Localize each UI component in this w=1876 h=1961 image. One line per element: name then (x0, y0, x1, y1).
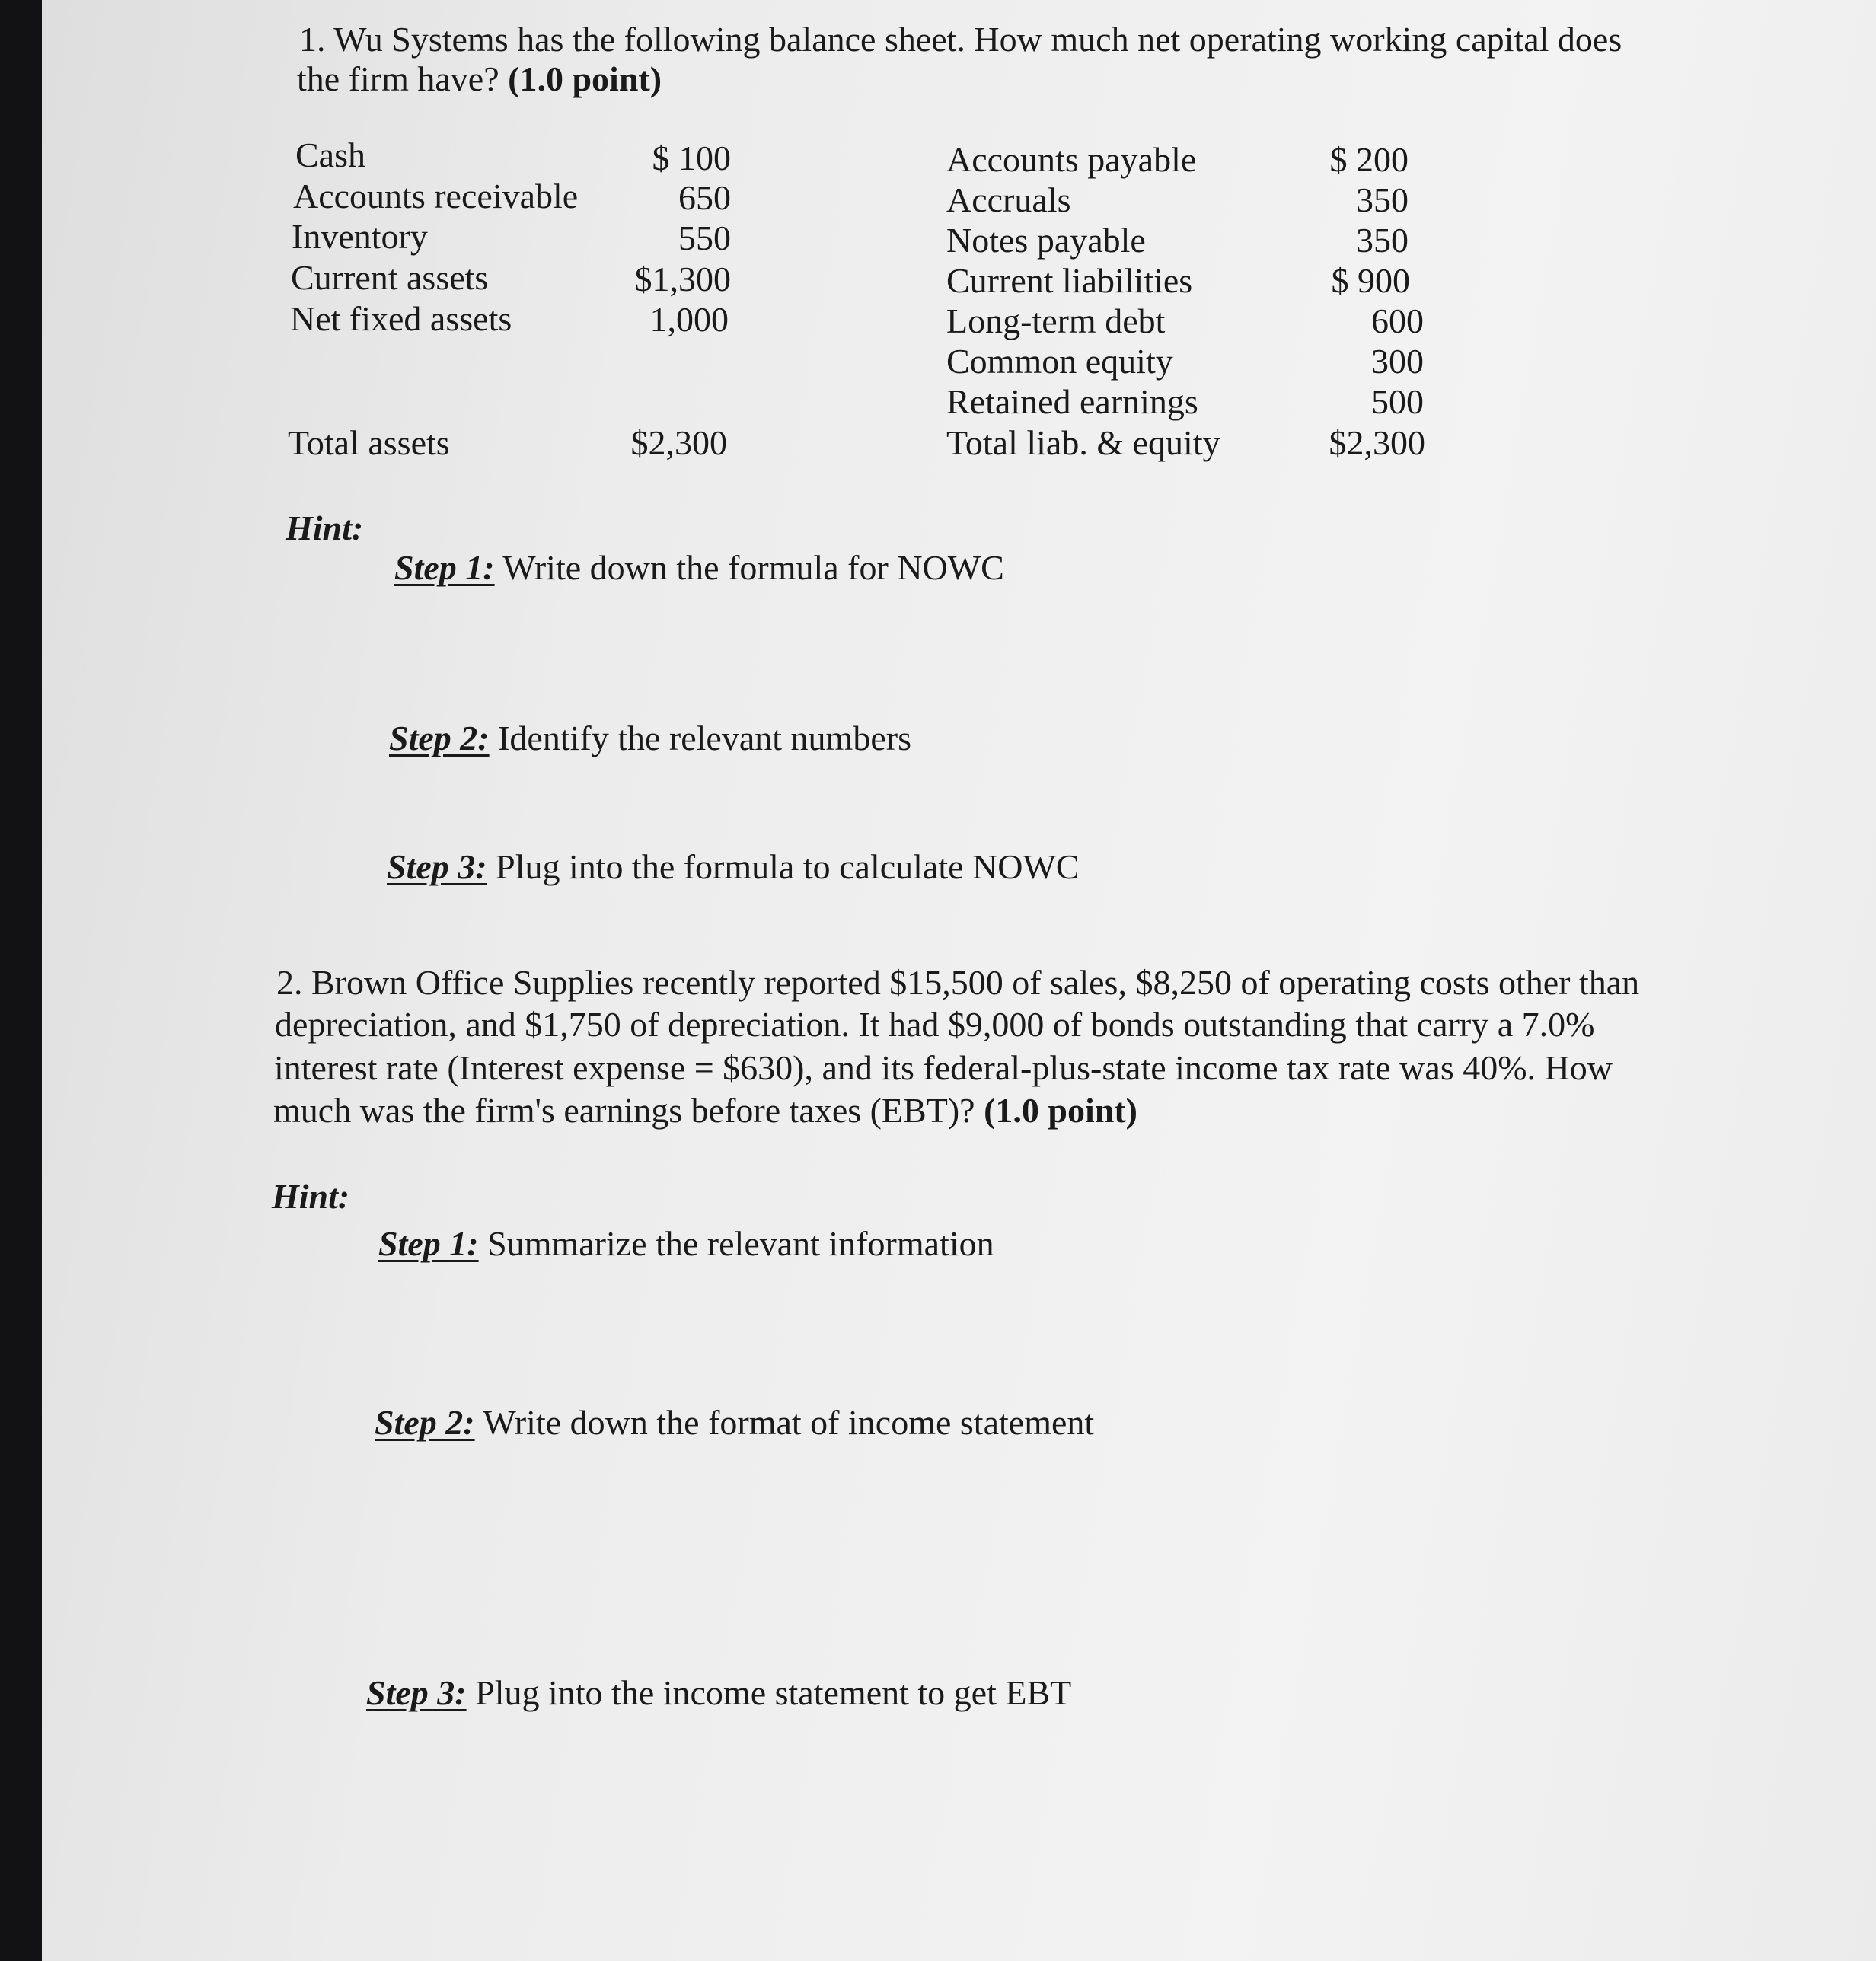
total-assets-label: Total assets (288, 423, 450, 462)
asset-value-current-assets: $1,300 (634, 260, 731, 298)
q1-step-3 (387, 847, 1080, 887)
q2-step-3 (366, 1673, 1071, 1713)
liab-value-total-liab-equity: $2,300 (1329, 423, 1425, 462)
asset-value-cash: $ 100 (652, 139, 731, 177)
q2-step-3-text: Plug into the income statement to get EBT (475, 1673, 1072, 1712)
q2-prompt-line-4 (273, 1091, 1137, 1130)
q1-step-2 (389, 719, 911, 758)
q1-step-2-text: Identify the relevant numbers (498, 719, 911, 757)
liab-value-common-equity: 300 (1371, 342, 1424, 381)
q2-prompt-line-1: 2. Brown Office Supplies recently reported $15,500 of sales, $8,250 of operating costs other than (276, 963, 1640, 1002)
asset-label-cash: Cash (295, 136, 365, 174)
q2-points: (1.0 point) (984, 1091, 1137, 1130)
q2-step-2-text: Write down the format of income statement (483, 1403, 1095, 1442)
q1-prompt-line-2 (297, 59, 662, 99)
q1-step-2-label: Step 2: (389, 719, 490, 757)
q1-step-3-text: Plug into the formula to calculate NOWC (496, 847, 1080, 886)
q1-hint-label: Hint: (286, 509, 364, 547)
q1-points: (1.0 point) (508, 59, 662, 98)
total-assets-value: $2,300 (630, 423, 727, 462)
liab-label-current-liabilities: Current liabilities (946, 261, 1193, 300)
liab-value-notes-payable: 350 (1356, 221, 1409, 260)
liab-label-accounts-payable: Accounts payable (946, 140, 1197, 179)
q2-prompt-line-3: interest rate (Interest expense = $630), and its federal-plus-state income tax rate was 40%. How (274, 1048, 1613, 1087)
liab-label-notes-payable: Notes payable (946, 221, 1146, 260)
document-page (42, 0, 1876, 1961)
q2-step-3-label: Step 3: (366, 1673, 467, 1712)
liab-label-common-equity: Common equity (946, 342, 1173, 381)
desk-background (0, 0, 46, 1961)
liab-value-current-liabilities: $ 900 (1331, 261, 1410, 300)
q2-step-1-text: Summarize the relevant information (487, 1224, 994, 1263)
q2-step-2 (375, 1403, 1094, 1443)
q2-prompt-line-2: depreciation, and $1,750 of depreciation. It had $9,000 of bonds outstanding that carry a 7.0% (275, 1005, 1595, 1044)
liab-value-retained-earnings: 500 (1371, 382, 1424, 421)
liab-label-retained-earnings: Retained earnings (946, 382, 1198, 421)
liab-value-accruals: 350 (1356, 180, 1409, 219)
asset-label-current-assets: Current assets (291, 258, 489, 297)
q2-hint-label: Hint: (272, 1177, 350, 1216)
liab-label-total-liab-equity: Total liab. & equity (946, 423, 1220, 462)
q1-step-1-text: Write down the formula for NOWC (502, 548, 1004, 587)
q1-step-1-label: Step 1: (394, 548, 495, 587)
liab-value-accounts-payable: $ 200 (1329, 140, 1409, 179)
asset-label-net-fixed-assets: Net fixed assets (290, 299, 512, 338)
q2-step-1-label: Step 1: (378, 1224, 479, 1263)
q2-step-2-label: Step 2: (375, 1403, 475, 1442)
q2-step-1 (378, 1224, 994, 1264)
q2-prompt-text: much was the firm's earnings before taxes (EBT)? (273, 1091, 984, 1130)
asset-value-accounts-receivable: 650 (678, 178, 731, 217)
liab-label-long-term-debt: Long-term debt (946, 301, 1166, 340)
q1-step-1 (394, 548, 1004, 588)
q1-step-3-label: Step 3: (387, 847, 487, 886)
asset-value-inventory: 550 (678, 218, 731, 257)
asset-value-net-fixed-assets: 1,000 (649, 300, 729, 339)
asset-label-accounts-receivable: Accounts receivable (293, 177, 579, 215)
liab-value-long-term-debt: 600 (1371, 301, 1424, 340)
q1-prompt-line-1: 1. Wu Systems has the following balance sheet. How much net operating working capital does (299, 20, 1622, 59)
q1-prompt-text: the firm have? (297, 59, 509, 98)
asset-label-inventory: Inventory (292, 217, 428, 256)
liab-label-accruals: Accruals (946, 180, 1071, 219)
